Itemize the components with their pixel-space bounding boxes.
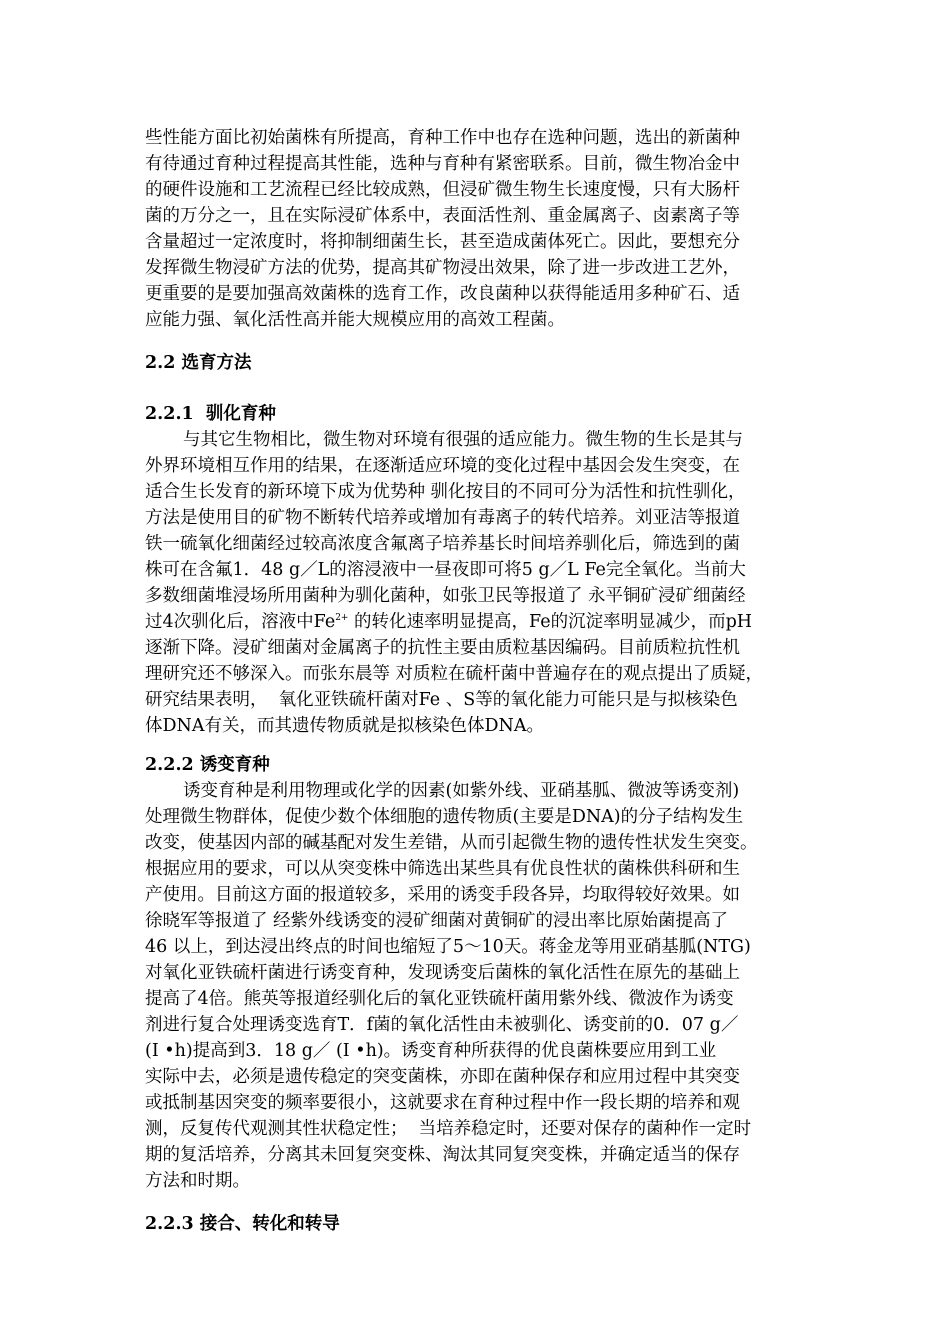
para3-line-6: 徐晓军等报道了 经紫外线诱变的浸矿细菌对黄铜矿的浸出率比原始菌提高了 [145, 911, 729, 931]
para1-line-5: 含量超过一定浓度时，将抑制细菌生长，甚至造成菌体死亡。因此，要想充分 [145, 232, 740, 252]
para1-line-7: 更重要的是要加强高效菌株的选育工作，改良菌种以获得能适用多种矿石、适 [145, 284, 740, 304]
para1-line-8: 应能力强、氧化活性高并能大规模应用的高效工程菌。 [145, 310, 565, 330]
para2-line-3: 适合生长发育的新环境下成为优势种 驯化按目的不同可分为活性和抗性驯化， [145, 482, 746, 502]
para2-line-2: 外界环境相互作用的结果，在逐渐适应环境的变化过程中基因会发生突变，在 [145, 456, 740, 476]
para3-line-12: 实际中去，必须是遗传稳定的突变菌株，亦即在菌种保存和应用过程中其突变 [145, 1067, 740, 1087]
para2-line-11: 研究结果表明， 氧化亚铁硫杆菌对Fe 、S等的氧化能力可能只是与拟核染色 [145, 690, 738, 710]
para3-line-2: 处理微生物群体，促使少数个体细胞的遗传物质(主要是DNA)的分子结构发生 [145, 807, 744, 827]
para1-line-1: 些性能方面比初始菌株有所提高，育种工作中也存在选种问题，选出的新菌种 [145, 128, 740, 148]
para2-line-5: 铁一硫氧化细菌经过较高浓度含氟离子培养基长时间培养驯化后，筛选到的菌 [145, 534, 740, 554]
para2-line-4: 方法是使用目的矿物不断转代培养或增加有毒离子的转代培养。刘亚洁等报道 [145, 508, 740, 528]
iron-ion-charge: 2+ [335, 613, 349, 623]
section-heading-2-2-2: 2.2.2 诱变育种 [145, 755, 270, 775]
para3-line-1: 诱变育种是利用物理或化学的因素(如紫外线、亚硝基胍、微波等诱变剂) [183, 781, 740, 801]
para2-line-9: 逐渐下降。浸矿细菌对金属离子的抗性主要由质粒基因编码。目前质粒抗性机 [145, 638, 740, 658]
section-heading-2-2: 2.2 选育方法 [145, 353, 252, 373]
section-heading-2-2-1: 2.2.1 驯化育种 [145, 404, 276, 424]
para3-line-4: 根据应用的要求，可以从突变株中筛选出某些具有优良性状的菌株供科研和生 [145, 859, 740, 879]
para1-line-3: 的硬件设施和工艺流程已经比较成熟，但浸矿微生物生长速度慢，只有大肠杆 [145, 180, 740, 200]
para1-line-2: 有待通过育种过程提高其性能，选种与育种有紧密联系。目前，微生物冶金中 [145, 154, 740, 174]
para2-line-8 [145, 609, 752, 635]
para2-line-6: 株可在含氟1．48 g／L的溶浸液中一昼夜即可将5 g／L Fe完全氧化。当前大 [145, 560, 746, 580]
para3-line-5: 产使用。目前这方面的报道较多，采用的诱变手段各异，均取得较好效果。如 [145, 885, 740, 905]
para2-line-8-end: 的转化速率明显提高，Fe的沉淀率明显减少，而pH [348, 612, 753, 632]
para1-line-6: 发挥微生物浸矿方法的优势，提高其矿物浸出效果，除了进一步改进工艺外， [145, 258, 740, 278]
para3-line-8: 对氧化亚铁硫杆菌进行诱变育种，发现诱变后菌株的氧化活性在原先的基础上 [145, 963, 740, 983]
para2-line-10: 理研究还不够深入。而张东晨等 对质粒在硫杆菌中普遍存在的观点提出了质疑， [145, 664, 764, 684]
para3-line-10: 剂进行复合处理诱变选育T．f菌的氧化活性由未被驯化、诱变前的0．07 g／ [145, 1015, 739, 1035]
para3-line-7: 46 以上，到达浸出终点的时间也缩短了5～10天。蒋金龙等用亚硝基胍(NTG) [145, 937, 751, 957]
para3-line-15: 期的复活培养，分离其未回复突变株、淘汰其同复突变株，并确定适当的保存 [145, 1145, 740, 1165]
para2-line-1: 与其它生物相比，微生物对环境有很强的适应能力。微生物的生长是其与 [183, 430, 743, 450]
section-heading-2-2-3: 2.2.3 接合、转化和转导 [145, 1214, 340, 1234]
para3-line-3: 改变，使基因内部的碱基配对发生差错，从而引起微生物的遗传性状发生突变。 [145, 833, 758, 853]
para3-line-13: 或抵制基因突变的频率要很小，这就要求在育种过程中作一段长期的培养和观 [145, 1093, 740, 1113]
para3-line-9: 提高了4倍。熊英等报道经驯化后的氧化亚铁硫杆菌用紫外线、微波作为诱变 [145, 989, 734, 1009]
para2-line-12: 体DNA有关，而其遗传物质就是拟核染色体DNA。 [145, 716, 544, 736]
para1-line-4: 菌的万分之一，且在实际浸矿体系中，表面活性剂、重金属离子、卤素离子等 [145, 206, 740, 226]
para2-line-8-start: 过4次驯化后，溶液中Fe [145, 612, 336, 632]
para3-line-11: (I •h)提高到3．18 g／ (I •h)。诱变育种所获得的优良菌株要应用到工业 [145, 1041, 717, 1061]
para3-line-14: 测，反复传代观测其性状稳定性； 当培养稳定时，还要对保存的菌种作一定时 [145, 1119, 752, 1139]
para3-line-16: 方法和时期。 [145, 1171, 250, 1191]
para2-line-7: 多数细菌堆浸场所用菌种为驯化菌种，如张卫民等报道了 永平铜矿浸矿细菌经 [145, 586, 746, 606]
